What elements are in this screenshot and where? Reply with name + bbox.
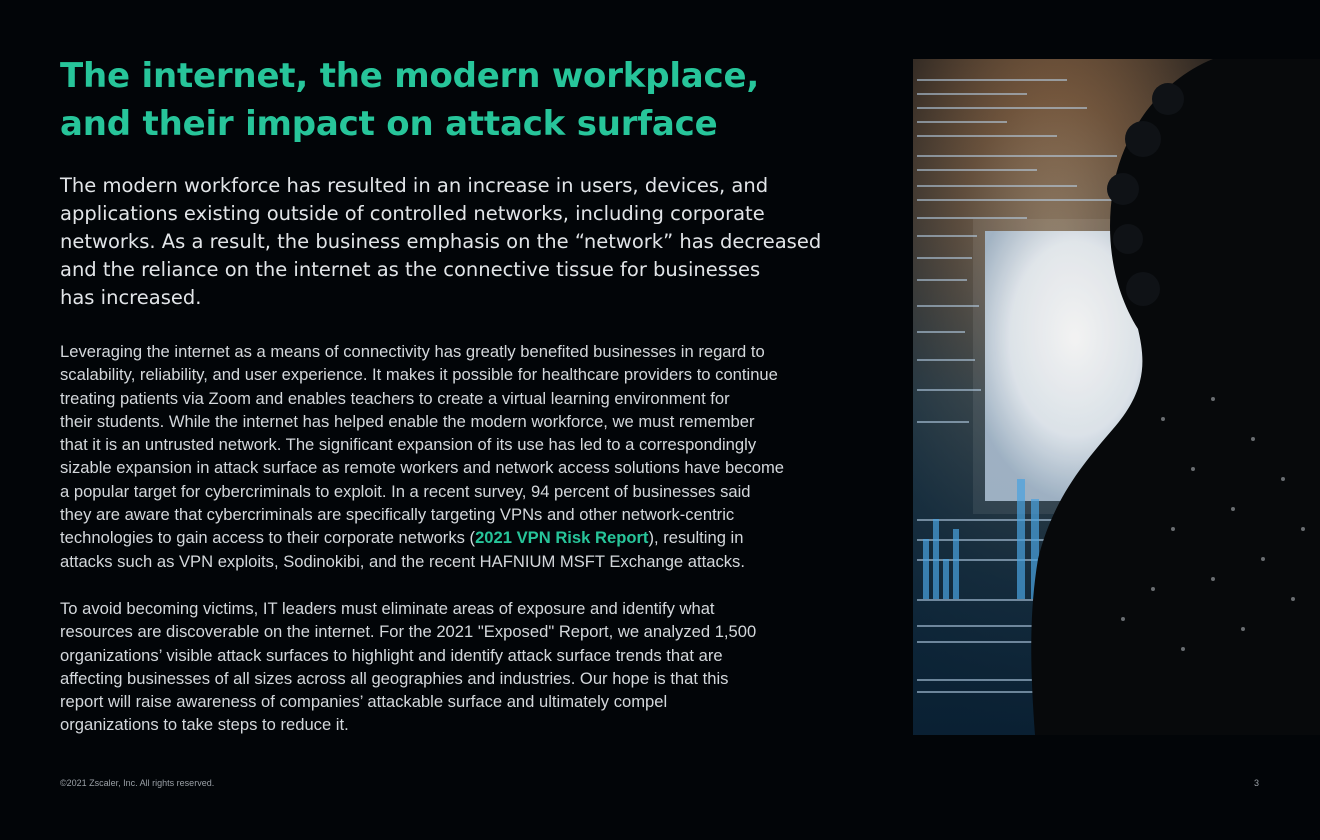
footer-copyright: ©2021 Zscaler, Inc. All rights reserved. (60, 778, 215, 788)
intro-line: has increased. (60, 286, 202, 309)
vpn-risk-report-link[interactable]: 2021 VPN Risk Report (475, 528, 649, 548)
person-at-screen-illustration (913, 59, 1320, 735)
page-number: 3 (1254, 778, 1260, 788)
intro-line: and the reliance on the internet as the connective tissue for businesses (60, 258, 761, 281)
body-line: resources are discoverable on the internet. For the 2021 "Exposed" Report, we analyzed 1,500 (60, 622, 757, 642)
body-line: that it is an untrusted network. The significant expansion of its use has led to a correspondingly (60, 435, 757, 455)
body-line: a popular target for cybercriminals to exploit. In a recent survey, 94 percent of businesses said (60, 481, 751, 501)
body-paragraph-1 (60, 340, 880, 573)
body-line-text: technologies to gain access to their corporate networks ( (60, 528, 476, 548)
body-line: they are aware that cybercriminals are specifically targeting VPNs and other network-centric (60, 505, 735, 525)
body-line: To avoid becoming victims, IT leaders must eliminate areas of exposure and identify what (60, 599, 715, 618)
body-line: treating patients via Zoom and enables teachers to create a virtual learning environment for (60, 388, 730, 408)
intro-line: The modern workforce has resulted in an increase in users, devices, and (60, 174, 769, 197)
body-paragraph-2 (60, 597, 880, 737)
title-line-1: The internet, the modern workplace, (60, 56, 760, 96)
body-line: their students. While the internet has helped enable the modern workforce, we must remember (60, 411, 755, 431)
intro-line: applications existing outside of controlled networks, including corporate (60, 202, 765, 225)
page-title (60, 52, 880, 148)
title-line-2: and their impact on attack surface (60, 104, 718, 144)
hero-image (913, 59, 1320, 735)
body-line: sizable expansion in attack surface as remote workers and network access solutions have become (60, 458, 785, 478)
body-line: report will raise awareness of companies’ attackable surface and ultimately compel (60, 692, 668, 712)
body-line-text: ), resulting in (648, 528, 744, 548)
body-line: scalability, reliability, and user experience. It makes it possible for healthcare providers to continue (60, 365, 778, 385)
body-line: Leveraging the internet as a means of connectivity has greatly benefited businesses in regard to (60, 342, 765, 361)
body-line (60, 526, 880, 549)
body-line: attacks such as VPN exploits, Sodinokibi, and the recent HAFNIUM MSFT Exchange attacks. (60, 551, 745, 571)
intro-line: networks. As a result, the business emphasis on the “network” has decreased (60, 230, 822, 253)
intro-paragraph (60, 172, 880, 312)
body-line: affecting businesses of all sizes across all geographies and industries. Our hope is that this (60, 668, 729, 688)
body-line: organizations to take steps to reduce it. (60, 715, 349, 735)
body-line: organizations’ visible attack surfaces to highlight and identify attack surface trends that are (60, 645, 723, 665)
